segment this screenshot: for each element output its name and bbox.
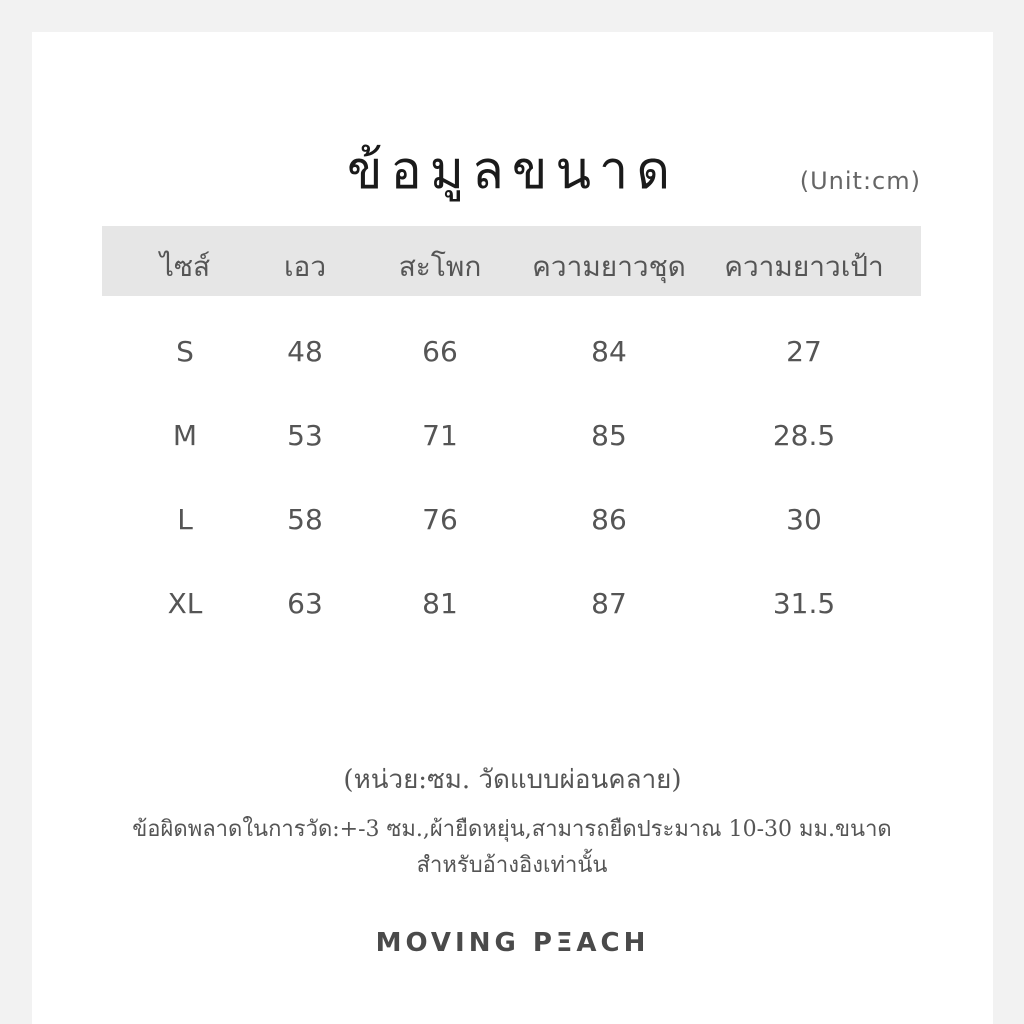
cell-crotch-length: 27 <box>786 335 822 368</box>
cell-hip: 81 <box>422 587 458 620</box>
size-chart-card <box>32 32 993 1024</box>
cell-crotch-length: 30 <box>786 503 822 536</box>
brand-logo: MOVING PΞACH <box>375 928 650 958</box>
page-title: ข้อมูลขนาด <box>347 141 678 201</box>
cell-dress-length: 84 <box>591 335 627 368</box>
cell-waist: 53 <box>287 419 323 452</box>
cell-crotch-length: 31.5 <box>772 587 836 620</box>
table-row <box>102 335 921 375</box>
cell-crotch-length: 28.5 <box>772 419 836 452</box>
measurement-disclaimer: ข้อผิดพลาดในการวัด:+-3 ซม.,ผ้ายืดหยุ่น,สามารถยืดประมาณ 10-30 มม.ขนาดสำหรับอ้างอิงเท่านั้น <box>132 817 892 878</box>
table-row <box>102 419 921 459</box>
header-waist: เอว <box>283 250 327 283</box>
cell-dress-length: 86 <box>591 503 627 536</box>
table-row <box>102 587 921 627</box>
header-hip: สะโพก <box>398 250 482 283</box>
header-dress-length: ความยาวชุด <box>532 250 686 283</box>
cell-dress-length: 87 <box>591 587 627 620</box>
cell-waist: 63 <box>287 587 323 620</box>
cell-hip: 76 <box>422 503 458 536</box>
cell-hip: 71 <box>422 419 458 452</box>
cell-size: L <box>177 503 193 536</box>
header-size: ไซส์ <box>159 250 211 283</box>
table-header <box>102 226 921 296</box>
cell-dress-length: 85 <box>591 419 627 452</box>
header-crotch-length: ความยาวเป้า <box>724 250 884 283</box>
cell-waist: 58 <box>287 503 323 536</box>
unit-label: (Unit:cm) <box>799 167 921 195</box>
cell-size: M <box>172 419 198 452</box>
cell-hip: 66 <box>422 335 458 368</box>
unit-note: (หน่วย:ซม. วัดแบบผ่อนคลาย) <box>343 765 682 795</box>
cell-size: XL <box>167 587 203 620</box>
table-row <box>102 503 921 543</box>
cell-waist: 48 <box>287 335 323 368</box>
cell-size: S <box>176 335 194 368</box>
